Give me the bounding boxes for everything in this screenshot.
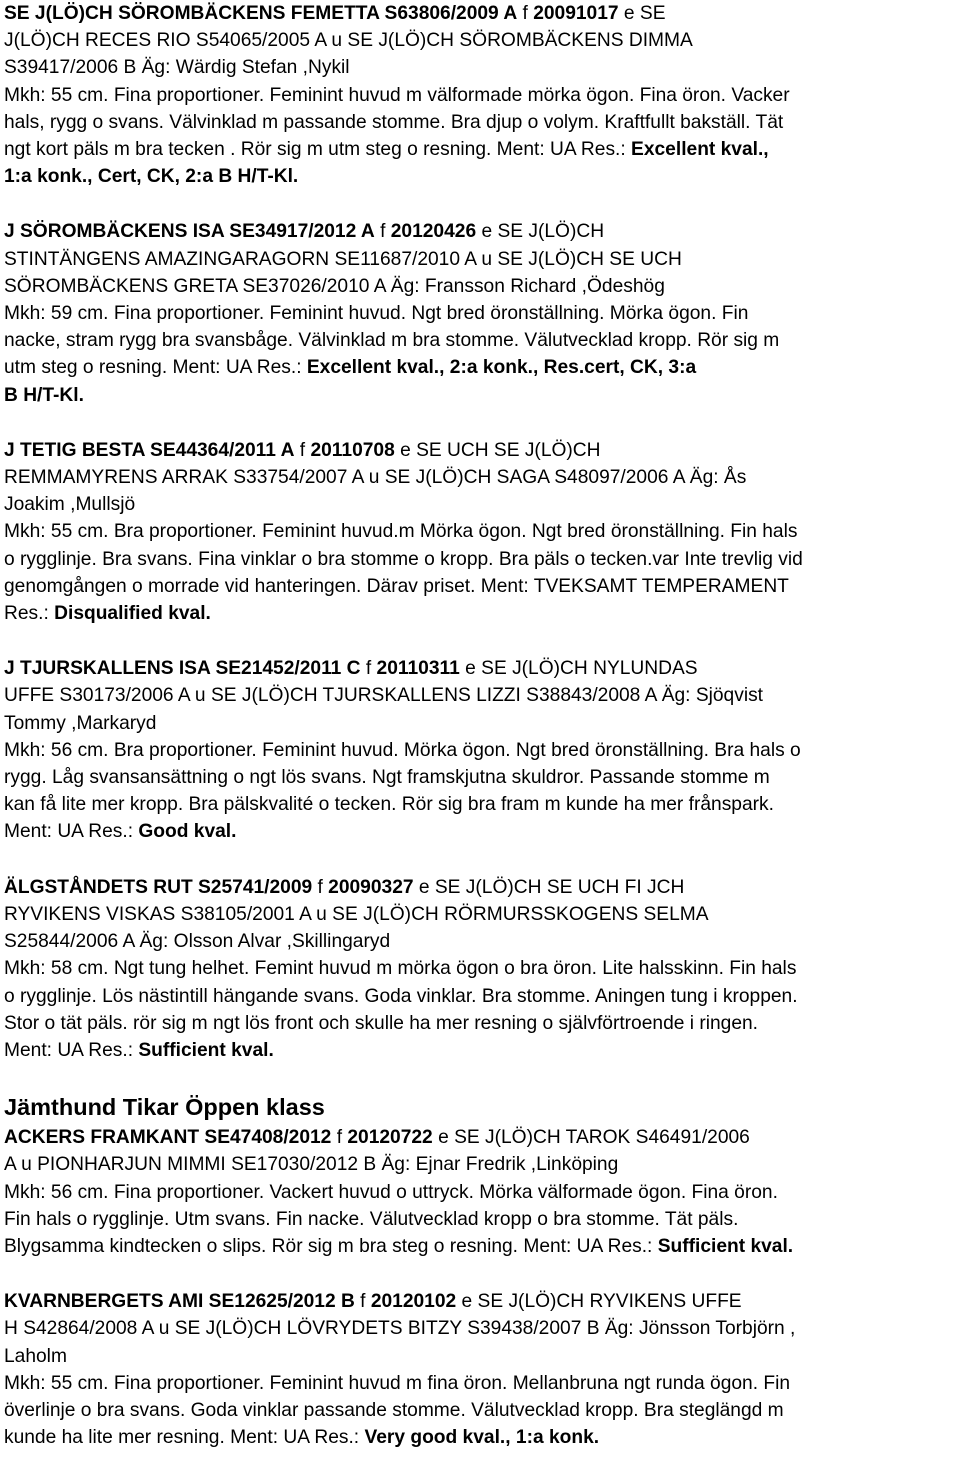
entry-line: [4, 1206, 958, 1233]
bold-text: 1:a konk., Cert, CK, 2:a B H/T-Kl.: [4, 166, 299, 188]
entry-line: [4, 1233, 958, 1260]
entry-text: e SE J(LÖ)CH RYVIKENS UFFE: [456, 1291, 742, 1313]
entry-text: o rygglinje. Lös nästintill hängande svans. Goda vinklar. Bra stomme. Aningen tung i kroppen.: [4, 985, 798, 1007]
entry-line: [4, 54, 958, 81]
entry-line: [4, 136, 958, 163]
bold-text: SE J(LÖ)CH SÖROMBÄCKENS FEMETTA S63806/2009 A: [4, 3, 518, 24]
bold-text: Excellent kval.,: [631, 139, 769, 161]
entry-text: S25844/2006 A Äg: Olsson Alvar ,Skillingaryd: [4, 931, 391, 953]
entry-text: rygg. Låg svansansättning o ngt lös svans. Ngt framskjutna skuldror. Passande stomme m: [4, 767, 770, 789]
entry-line: [4, 0, 958, 27]
bold-text: Sufficient kval.: [138, 1039, 274, 1061]
entry-text: Mkh: 56 cm. Fina proportioner. Vackert huvud o uttryck. Mörka välformade ögon. Fina öron.: [4, 1181, 778, 1203]
entry-text: Tommy ,Markaryd: [4, 712, 157, 734]
entry-text: e SE J(LÖ)CH: [476, 221, 605, 243]
entry-text: A u PIONHARJUN MIMMI SE17030/2012 B Äg: Ejnar Fredrik ,Linköping: [4, 1154, 619, 1176]
entry-line: [4, 546, 958, 573]
entry-line: [4, 791, 958, 818]
entry-text: Joakim ,Mullsjö: [4, 494, 136, 516]
entry-line: [4, 655, 958, 682]
entry-line: [4, 382, 958, 409]
dog-entry: [4, 874, 958, 1064]
bold-text: J TETIG BESTA SE44364/2011 A: [4, 439, 295, 461]
entry-text: Ment: UA Res.:: [4, 821, 139, 843]
bold-text: Good kval.: [138, 821, 237, 843]
entry-line: [4, 300, 958, 327]
entry-line: [4, 109, 958, 136]
bold-text: 20120102: [370, 1291, 457, 1313]
dog-entry: [4, 1288, 958, 1451]
entries-list: [4, 0, 958, 1064]
entry-text: e SE J(LÖ)CH TAROK S46491/2006: [432, 1127, 750, 1149]
entry-text: Mkh: 58 cm. Ngt tung helhet. Femint huvud m mörka ögon o bra öron. Lite halsskinn. Fin hals: [4, 958, 797, 980]
entry-text: f: [331, 1127, 348, 1149]
entry-line: [4, 246, 958, 273]
bold-text: Excellent kval., 2:a konk., Res.cert, CK, 3:a: [306, 357, 697, 379]
entry-text: Mkh: 59 cm. Fina proportioner. Feminint huvud. Ngt bred öronställning. Mörka ögon. Fin: [4, 303, 749, 325]
entry-text: Stor o tät päls. rör sig m ngt lös front och skulle ha mer resning o självförtroende i ringen.: [4, 1012, 758, 1034]
entry-text: Res.:: [4, 603, 55, 625]
section-entries-list: [4, 1124, 958, 1451]
entry-text: S39417/2006 B Äg: Wärdig Stefan ,Nykil: [4, 57, 350, 79]
bold-text: B H/T-Kl.: [4, 384, 84, 406]
entry-line: [4, 518, 958, 545]
entry-text: Mkh: 56 cm. Bra proportioner. Feminint huvud. Mörka ögon. Ngt bred öronställning. Bra hals o: [4, 739, 801, 761]
entry-text: kan få lite mer kropp. Bra pälskvalité o tecken. Rör sig bra fram m kunde ha mer frånspark.: [4, 794, 774, 816]
entry-text: o rygglinje. Bra svans. Fina vinklar o bra stomme o kropp. Bra päls o tecken.var Inte trevlig vid: [4, 548, 803, 570]
bold-text: Very good kval., 1:a konk.: [364, 1427, 600, 1449]
bold-text: 20120426: [390, 221, 477, 243]
entry-line: [4, 901, 958, 928]
bold-text: J TJURSKALLENS ISA SE21452/2011 C: [4, 658, 361, 680]
bold-text: 20090327: [328, 876, 414, 898]
entry-text: f: [354, 1291, 371, 1313]
entry-text: e SE: [618, 3, 666, 24]
entry-line: [4, 983, 958, 1010]
entry-text: Mkh: 55 cm. Fina proportioner. Feminint huvud m fina öron. Mellanbruna ngt runda ögon. Fin: [4, 1372, 791, 1394]
entry-line: [4, 1179, 958, 1206]
entry-line: [4, 955, 958, 982]
entry-text: e SE UCH SE J(LÖ)CH: [394, 439, 601, 461]
bold-text: Sufficient kval.: [657, 1235, 794, 1257]
entry-line: [4, 82, 958, 109]
entry-text: H S42864/2008 A u SE J(LÖ)CH LÖVRYDETS BITZY S39438/2007 B Äg: Jönsson Torbjörn ,: [4, 1318, 796, 1340]
entry-line: [4, 464, 958, 491]
entry-text: STINTÄNGENS AMAZINGARAGORN SE11687/2010 A u SE J(LÖ)CH SE UCH: [4, 248, 682, 270]
section-title: Jämthund Tikar Öppen klass: [4, 1094, 325, 1121]
dog-entry: [4, 655, 958, 845]
bold-text: 20091017: [533, 3, 619, 24]
entry-text: nacke, stram rygg bra svansbåge. Välvinklad m bra stomme. Välutvecklad kropp. Rör sig m: [4, 330, 780, 352]
entry-line: [4, 573, 958, 600]
entry-text: Mkh: 55 cm. Bra proportioner. Feminint huvud.m Mörka ögon. Ngt bred öronställning. Fin hals: [4, 521, 798, 543]
entry-text: f: [360, 658, 377, 680]
entry-text: Mkh: 55 cm. Fina proportioner. Feminint huvud m välformade mörka ögon. Fina öron. Vacker: [4, 84, 790, 106]
entry-line: [4, 163, 958, 190]
bold-text: ACKERS FRAMKANT SE47408/2012: [4, 1127, 332, 1149]
entry-text: ngt kort päls m bra tecken . Rör sig m utm steg o resning. Ment: UA Res.:: [4, 139, 632, 161]
entry-line: [4, 874, 958, 901]
entry-line: [4, 218, 958, 245]
bold-text: J SÖROMBÄCKENS ISA SE34917/2012 A: [4, 221, 375, 243]
entry-text: Blygsamma kindtecken o slips. Rör sig m bra steg o resning. Ment: UA Res.:: [4, 1235, 658, 1257]
entry-text: hals, rygg o svans. Välvinklad m passande stomme. Bra djup o volym. Kraftfullt bakställ. Tät: [4, 111, 784, 133]
entry-line: [4, 1010, 958, 1037]
entry-line: [4, 1288, 958, 1315]
entry-text: f: [294, 439, 311, 461]
bold-text: Disqualified kval.: [54, 603, 211, 625]
entry-line: [4, 27, 958, 54]
entry-text: SÖROMBÄCKENS GRETA SE37026/2010 A Äg: Fransson Richard ,Ödeshög: [4, 275, 665, 297]
entry-line: [4, 1037, 958, 1064]
entry-text: UFFE S30173/2006 A u SE J(LÖ)CH TJURSKALLENS LIZZI S38843/2008 A Äg: Sjöqvist: [4, 685, 764, 707]
dog-entry: [4, 0, 958, 190]
entry-text: Fin hals o rygglinje. Utm svans. Fin nacke. Välutvecklad kropp o bra stomme. Tät päls.: [4, 1208, 739, 1230]
entry-line: [4, 1424, 958, 1451]
bold-text: 20120722: [347, 1127, 433, 1149]
bold-text: 20110708: [310, 439, 395, 461]
entry-line: [4, 1124, 958, 1151]
bold-text: 20110311: [376, 658, 460, 680]
entry-text: Ment: UA Res.:: [4, 1039, 139, 1061]
entry-text: RYVIKENS VISKAS S38105/2001 A u SE J(LÖ)CH RÖRMURSSKOGENS SELMA: [4, 903, 709, 925]
entry-line: [4, 600, 958, 627]
entry-text: Laholm: [4, 1345, 67, 1367]
entry-text: f: [312, 876, 329, 898]
entry-text: genomgången o morrade vid hanteringen. Därav priset. Ment: TVEKSAMT TEMPERAMENT: [4, 575, 789, 597]
dog-entry: [4, 1124, 958, 1260]
entry-line: [4, 818, 958, 845]
entry-line: [4, 1343, 958, 1370]
entry-text: J(LÖ)CH RECES RIO S54065/2005 A u SE J(LÖ)CH SÖROMBÄCKENS DIMMA: [4, 30, 693, 52]
entry-text: överlinje o bra svans. Goda vinklar passande stomme. Välutvecklad kropp. Bra steglängd m: [4, 1399, 784, 1421]
dog-entry: [4, 218, 958, 408]
entry-line: [4, 737, 958, 764]
entry-line: [4, 1151, 958, 1178]
entry-text: utm steg o resning. Ment: UA Res.:: [4, 357, 307, 379]
entry-line: [4, 437, 958, 464]
entry-line: [4, 682, 958, 709]
entry-line: [4, 1397, 958, 1424]
entry-text: f: [517, 3, 534, 24]
entry-text: e SE J(LÖ)CH SE UCH FI JCH: [413, 876, 685, 898]
entry-text: f: [374, 221, 391, 243]
entry-line: [4, 1315, 958, 1342]
entry-line: [4, 491, 958, 518]
bold-text: KVARNBERGETS AMI SE12625/2012 B: [4, 1291, 355, 1313]
entry-line: [4, 327, 958, 354]
entry-text: kunde ha lite mer resning. Ment: UA Res.:: [4, 1427, 365, 1449]
document-page: [4, 0, 958, 1479]
entry-line: [4, 354, 958, 381]
entry-line: [4, 764, 958, 791]
bold-text: ÄLGSTÅNDETS RUT S25741/2009: [4, 876, 313, 898]
entry-line: [4, 710, 958, 737]
entry-line: [4, 928, 958, 955]
entry-line: [4, 1370, 958, 1397]
entry-line: [4, 273, 958, 300]
entry-text: REMMAMYRENS ARRAK S33754/2007 A u SE J(LÖ)CH SAGA S48097/2006 A Äg: Ås: [4, 467, 747, 489]
dog-entry: [4, 437, 958, 627]
entry-text: e SE J(LÖ)CH NYLUNDAS: [459, 658, 698, 680]
